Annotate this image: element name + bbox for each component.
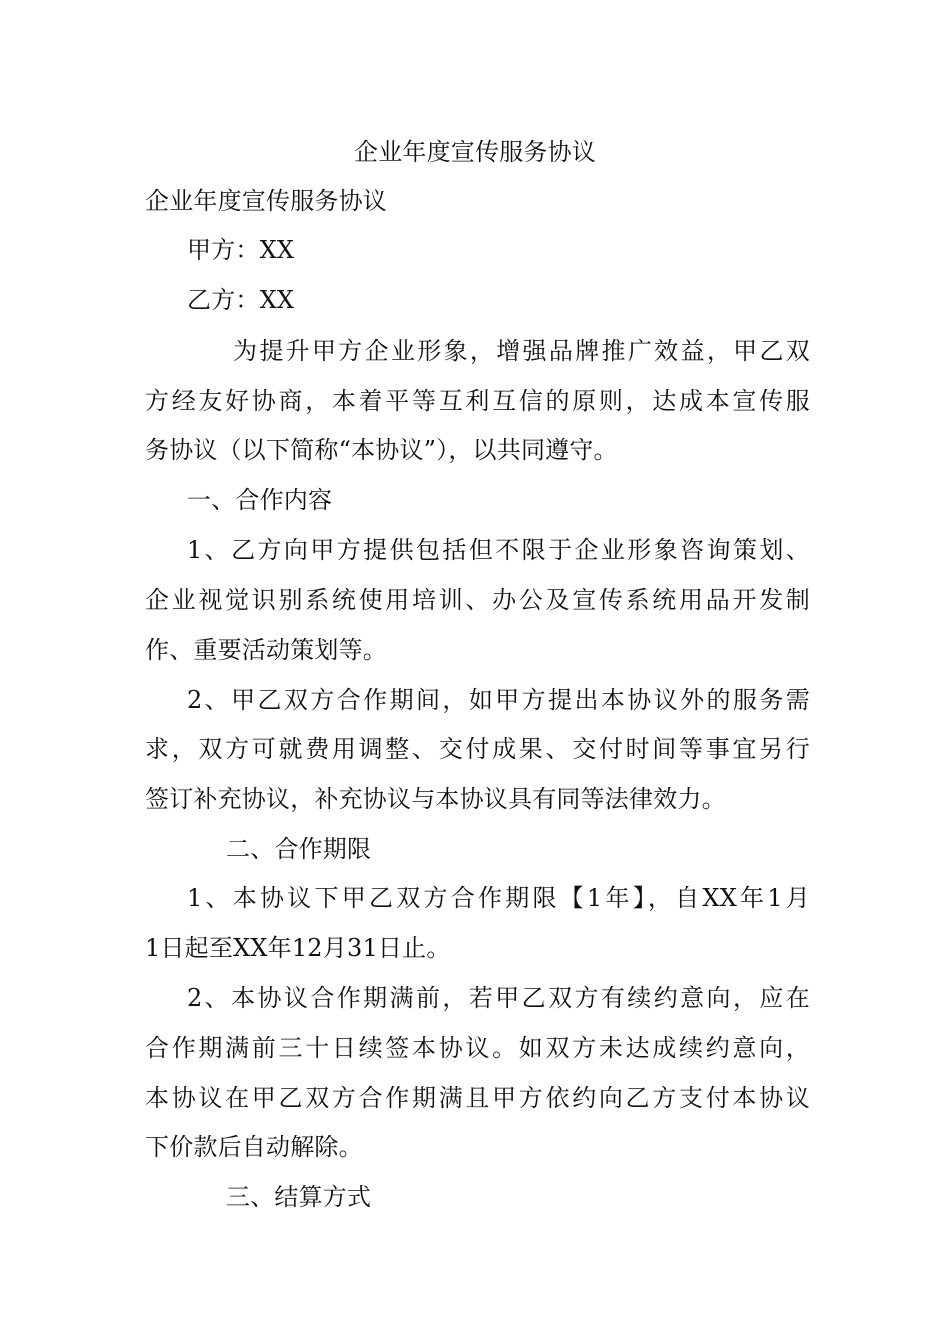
party-b: 乙方：XX — [187, 286, 295, 314]
clause-line: 签订补充协议，补充协议与本协议具有同等法律效力。 — [145, 785, 726, 813]
section-heading: 二、合作期限 — [226, 835, 372, 863]
intro-line: 务协议（以下简称“本协议”），以共同遵守。 — [145, 436, 618, 464]
section-heading: 一、合作内容 — [187, 486, 333, 514]
intro-line: 方经友好协商，本着平等互利互信的原则，达成本宣传服 — [145, 387, 810, 415]
clause-line: 下价款后自动解除。 — [145, 1133, 363, 1161]
clause-line: 企业视觉识别系统使用培训、办公及宣传系统用品开发制 — [145, 586, 810, 614]
clause-line: 合作期满前三十日续签本协议。如双方未达成续约意向， — [145, 1034, 810, 1062]
clause-line: 2、本协议合作期满前，若甲乙双方有续约意向，应在 — [187, 984, 810, 1012]
clause-line: 1、本协议下甲乙双方合作期限【1年】，自XX年1月 — [187, 884, 810, 912]
clause-line: 本协议在甲乙双方合作期满且甲方依约向乙方支付本协议 — [145, 1084, 810, 1112]
clause-line: 作、重要活动策划等。 — [145, 636, 387, 664]
clause-line: 1、乙方向甲方提供包括但不限于企业形象咨询策划、 — [187, 536, 810, 564]
intro-line: 为提升甲方企业形象，增强品牌推广效益，甲乙双 — [233, 337, 810, 365]
section-heading: 三、结算方式 — [226, 1183, 372, 1211]
party-a: 甲方：XX — [187, 236, 295, 264]
clause-line: 2、甲乙双方合作期间，如甲方提出本协议外的服务需 — [187, 686, 810, 714]
document-title: 企业年度宣传服务协议 — [354, 138, 596, 166]
clause-line: 1日起至XX年12月31日止。 — [145, 934, 451, 962]
document-subtitle: 企业年度宣传服务协议 — [145, 187, 387, 215]
clause-line: 求，双方可就费用调整、交付成果、交付时间等事宜另行 — [145, 735, 810, 763]
